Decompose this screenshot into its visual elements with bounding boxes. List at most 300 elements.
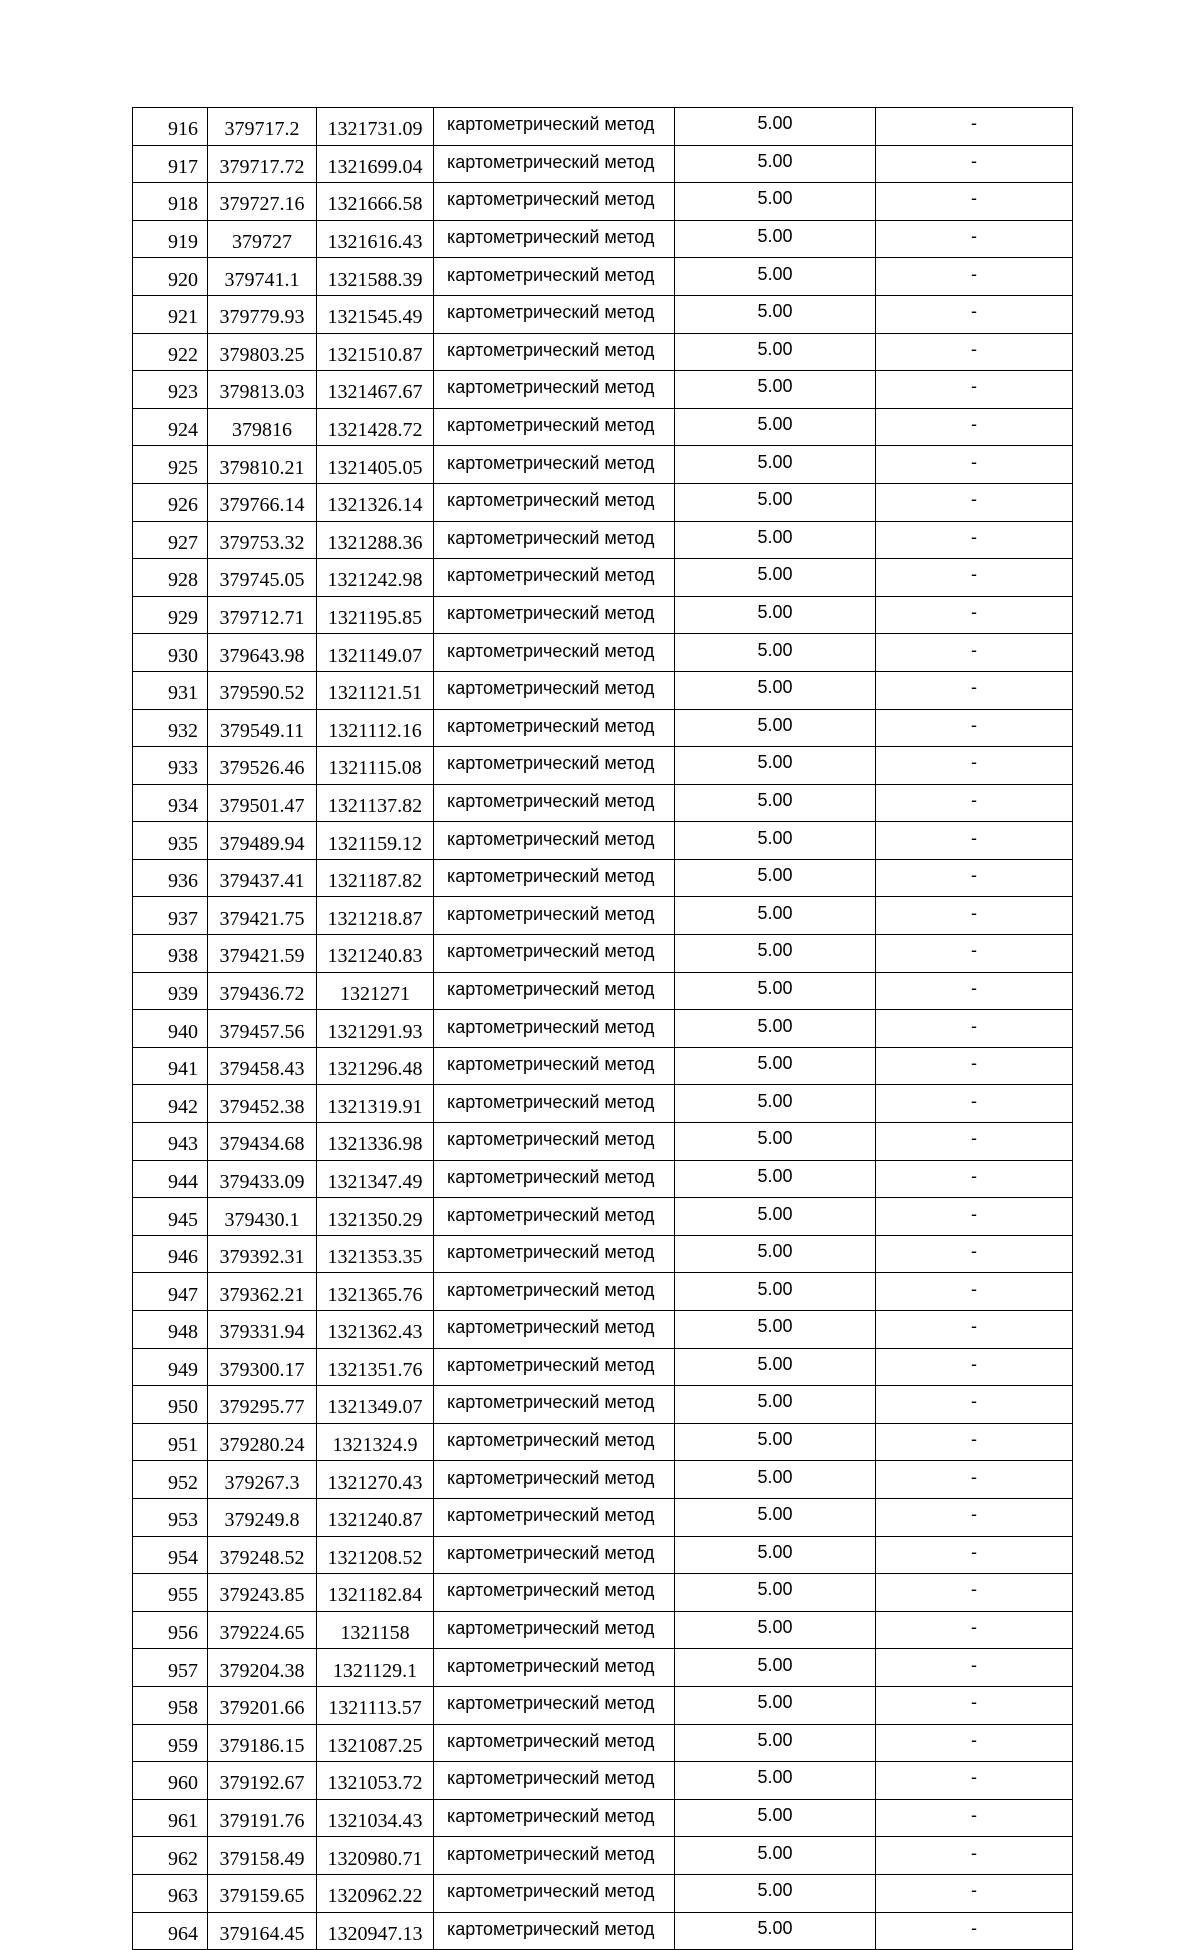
accuracy-cell: 5.00 — [675, 1799, 876, 1837]
point-number-cell: 963 — [133, 1874, 208, 1912]
note-cell: - — [876, 295, 1073, 333]
note-cell: - — [876, 747, 1073, 785]
method-cell: картометрический метод — [434, 1837, 675, 1875]
y-coordinate-cell: 1321182.84 — [317, 1574, 434, 1612]
method-cell: картометрический метод — [434, 371, 675, 409]
accuracy-cell: 5.00 — [675, 1461, 876, 1499]
x-coordinate-cell: 379643.98 — [208, 634, 317, 672]
x-coordinate-cell: 379745.05 — [208, 559, 317, 597]
x-coordinate-cell: 379779.93 — [208, 295, 317, 333]
x-coordinate-cell: 379590.52 — [208, 671, 317, 709]
accuracy-cell: 5.00 — [675, 822, 876, 860]
accuracy-cell: 5.00 — [675, 1386, 876, 1424]
table-row — [133, 1047, 1073, 1085]
accuracy-cell: 5.00 — [675, 1611, 876, 1649]
accuracy-cell: 5.00 — [675, 521, 876, 559]
method-cell: картометрический метод — [434, 1348, 675, 1386]
y-coordinate-cell: 1321350.29 — [317, 1198, 434, 1236]
note-cell: - — [876, 1235, 1073, 1273]
y-coordinate-cell: 1321034.43 — [317, 1799, 434, 1837]
y-coordinate-cell: 1321347.49 — [317, 1160, 434, 1198]
point-number-cell: 927 — [133, 521, 208, 559]
point-number-cell: 923 — [133, 371, 208, 409]
method-cell: картометрический метод — [434, 784, 675, 822]
method-cell: картометрический метод — [434, 408, 675, 446]
note-cell: - — [876, 145, 1073, 183]
table-row — [133, 1085, 1073, 1123]
table-row — [133, 521, 1073, 559]
table-row — [133, 935, 1073, 973]
table-row — [133, 897, 1073, 935]
point-number-cell: 946 — [133, 1235, 208, 1273]
point-number-cell: 932 — [133, 709, 208, 747]
table-row — [133, 709, 1073, 747]
point-number-cell: 948 — [133, 1311, 208, 1349]
x-coordinate-cell: 379712.71 — [208, 596, 317, 634]
accuracy-cell: 5.00 — [675, 408, 876, 446]
table-row — [133, 258, 1073, 296]
accuracy-cell: 5.00 — [675, 145, 876, 183]
accuracy-cell: 5.00 — [675, 1837, 876, 1875]
point-number-cell: 924 — [133, 408, 208, 446]
method-cell: картометрический метод — [434, 1423, 675, 1461]
accuracy-cell: 5.00 — [675, 183, 876, 221]
accuracy-cell: 5.00 — [675, 1235, 876, 1273]
x-coordinate-cell: 379421.75 — [208, 897, 317, 935]
x-coordinate-cell: 379248.52 — [208, 1536, 317, 1574]
point-number-cell: 955 — [133, 1574, 208, 1612]
point-number-cell: 934 — [133, 784, 208, 822]
point-number-cell: 953 — [133, 1498, 208, 1536]
accuracy-cell: 5.00 — [675, 897, 876, 935]
table-row — [133, 1649, 1073, 1687]
note-cell: - — [876, 1611, 1073, 1649]
x-coordinate-cell: 379766.14 — [208, 483, 317, 521]
accuracy-cell: 5.00 — [675, 1724, 876, 1762]
x-coordinate-cell: 379243.85 — [208, 1574, 317, 1612]
y-coordinate-cell: 1321158 — [317, 1611, 434, 1649]
method-cell: картометрический метод — [434, 1123, 675, 1161]
y-coordinate-cell: 1321129.1 — [317, 1649, 434, 1687]
note-cell: - — [876, 220, 1073, 258]
x-coordinate-cell: 379280.24 — [208, 1423, 317, 1461]
method-cell: картометрический метод — [434, 1085, 675, 1123]
table-row — [133, 1235, 1073, 1273]
table-row — [133, 1724, 1073, 1762]
note-cell: - — [876, 483, 1073, 521]
x-coordinate-cell: 379433.09 — [208, 1160, 317, 1198]
table-row — [133, 671, 1073, 709]
note-cell: - — [876, 1348, 1073, 1386]
method-cell: картометрический метод — [434, 559, 675, 597]
point-number-cell: 941 — [133, 1047, 208, 1085]
x-coordinate-cell: 379816 — [208, 408, 317, 446]
method-cell: картометрический метод — [434, 333, 675, 371]
y-coordinate-cell: 1321121.51 — [317, 671, 434, 709]
table-row — [133, 1574, 1073, 1612]
method-cell: картометрический метод — [434, 1235, 675, 1273]
x-coordinate-cell: 379457.56 — [208, 1010, 317, 1048]
point-number-cell: 960 — [133, 1762, 208, 1800]
x-coordinate-cell: 379421.59 — [208, 935, 317, 973]
table-row — [133, 108, 1073, 146]
y-coordinate-cell: 1321087.25 — [317, 1724, 434, 1762]
point-number-cell: 956 — [133, 1611, 208, 1649]
note-cell: - — [876, 1386, 1073, 1424]
table-row — [133, 371, 1073, 409]
accuracy-cell: 5.00 — [675, 671, 876, 709]
table-row — [133, 559, 1073, 597]
y-coordinate-cell: 1321195.85 — [317, 596, 434, 634]
point-number-cell: 918 — [133, 183, 208, 221]
note-cell: - — [876, 1085, 1073, 1123]
y-coordinate-cell: 1321510.87 — [317, 333, 434, 371]
accuracy-cell: 5.00 — [675, 258, 876, 296]
note-cell: - — [876, 1047, 1073, 1085]
note-cell: - — [876, 709, 1073, 747]
accuracy-cell: 5.00 — [675, 1273, 876, 1311]
point-number-cell: 922 — [133, 333, 208, 371]
y-coordinate-cell: 1321545.49 — [317, 295, 434, 333]
y-coordinate-cell: 1321240.83 — [317, 935, 434, 973]
note-cell: - — [876, 671, 1073, 709]
note-cell: - — [876, 1160, 1073, 1198]
y-coordinate-cell: 1321405.05 — [317, 446, 434, 484]
table-row — [133, 220, 1073, 258]
point-number-cell: 959 — [133, 1724, 208, 1762]
x-coordinate-cell: 379362.21 — [208, 1273, 317, 1311]
y-coordinate-cell: 1321731.09 — [317, 108, 434, 146]
note-cell: - — [876, 1010, 1073, 1048]
accuracy-cell: 5.00 — [675, 333, 876, 371]
table-row — [133, 1837, 1073, 1875]
table-row — [133, 1536, 1073, 1574]
method-cell: картометрический метод — [434, 747, 675, 785]
y-coordinate-cell: 1321296.48 — [317, 1047, 434, 1085]
method-cell: картометрический метод — [434, 1273, 675, 1311]
method-cell: картометрический метод — [434, 671, 675, 709]
y-coordinate-cell: 1321326.14 — [317, 483, 434, 521]
point-number-cell: 947 — [133, 1273, 208, 1311]
x-coordinate-cell: 379158.49 — [208, 1837, 317, 1875]
note-cell: - — [876, 935, 1073, 973]
y-coordinate-cell: 1321428.72 — [317, 408, 434, 446]
x-coordinate-cell: 379436.72 — [208, 972, 317, 1010]
table-row — [133, 972, 1073, 1010]
point-number-cell: 935 — [133, 822, 208, 860]
note-cell: - — [876, 1198, 1073, 1236]
table-row — [133, 1423, 1073, 1461]
table-row — [133, 183, 1073, 221]
x-coordinate-cell: 379813.03 — [208, 371, 317, 409]
method-cell: картометрический метод — [434, 1649, 675, 1687]
note-cell: - — [876, 784, 1073, 822]
point-number-cell: 943 — [133, 1123, 208, 1161]
method-cell: картометрический метод — [434, 1498, 675, 1536]
point-number-cell: 916 — [133, 108, 208, 146]
x-coordinate-cell: 379717.2 — [208, 108, 317, 146]
accuracy-cell: 5.00 — [675, 1160, 876, 1198]
accuracy-cell: 5.00 — [675, 1047, 876, 1085]
y-coordinate-cell: 1321271 — [317, 972, 434, 1010]
x-coordinate-cell: 379717.72 — [208, 145, 317, 183]
accuracy-cell: 5.00 — [675, 446, 876, 484]
x-coordinate-cell: 379164.45 — [208, 1912, 317, 1950]
table-row — [133, 1160, 1073, 1198]
note-cell: - — [876, 333, 1073, 371]
x-coordinate-cell: 379549.11 — [208, 709, 317, 747]
y-coordinate-cell: 1321365.76 — [317, 1273, 434, 1311]
note-cell: - — [876, 1912, 1073, 1950]
table-row — [133, 784, 1073, 822]
note-cell: - — [876, 1724, 1073, 1762]
table-row — [133, 483, 1073, 521]
method-cell: картометрический метод — [434, 1047, 675, 1085]
method-cell: картометрический метод — [434, 483, 675, 521]
y-coordinate-cell: 1321362.43 — [317, 1311, 434, 1349]
accuracy-cell: 5.00 — [675, 1762, 876, 1800]
method-cell: картометрический метод — [434, 972, 675, 1010]
accuracy-cell: 5.00 — [675, 559, 876, 597]
note-cell: - — [876, 822, 1073, 860]
point-number-cell: 952 — [133, 1461, 208, 1499]
y-coordinate-cell: 1321699.04 — [317, 145, 434, 183]
y-coordinate-cell: 1321112.16 — [317, 709, 434, 747]
method-cell: картометрический метод — [434, 295, 675, 333]
point-number-cell: 919 — [133, 220, 208, 258]
table-row — [133, 1762, 1073, 1800]
y-coordinate-cell: 1321053.72 — [317, 1762, 434, 1800]
y-coordinate-cell: 1321349.07 — [317, 1386, 434, 1424]
accuracy-cell: 5.00 — [675, 1498, 876, 1536]
x-coordinate-cell: 379501.47 — [208, 784, 317, 822]
x-coordinate-cell: 379191.76 — [208, 1799, 317, 1837]
y-coordinate-cell: 1321113.57 — [317, 1686, 434, 1724]
accuracy-cell: 5.00 — [675, 1574, 876, 1612]
y-coordinate-cell: 1320962.22 — [317, 1874, 434, 1912]
x-coordinate-cell: 379803.25 — [208, 333, 317, 371]
note-cell: - — [876, 108, 1073, 146]
accuracy-cell: 5.00 — [675, 483, 876, 521]
accuracy-cell: 5.00 — [675, 709, 876, 747]
point-number-cell: 929 — [133, 596, 208, 634]
point-number-cell: 942 — [133, 1085, 208, 1123]
method-cell: картометрический метод — [434, 897, 675, 935]
accuracy-cell: 5.00 — [675, 935, 876, 973]
table-row — [133, 1686, 1073, 1724]
y-coordinate-cell: 1321291.93 — [317, 1010, 434, 1048]
point-number-cell: 931 — [133, 671, 208, 709]
method-cell: картометрический метод — [434, 822, 675, 860]
x-coordinate-cell: 379452.38 — [208, 1085, 317, 1123]
point-number-cell: 958 — [133, 1686, 208, 1724]
method-cell: картометрический метод — [434, 1799, 675, 1837]
y-coordinate-cell: 1320980.71 — [317, 1837, 434, 1875]
y-coordinate-cell: 1321616.43 — [317, 220, 434, 258]
method-cell: картометрический метод — [434, 521, 675, 559]
table-row — [133, 1386, 1073, 1424]
note-cell: - — [876, 1762, 1073, 1800]
method-cell: картометрический метод — [434, 1912, 675, 1950]
point-number-cell: 951 — [133, 1423, 208, 1461]
table-row — [133, 1198, 1073, 1236]
y-coordinate-cell: 1321240.87 — [317, 1498, 434, 1536]
method-cell: картометрический метод — [434, 1536, 675, 1574]
point-number-cell: 933 — [133, 747, 208, 785]
note-cell: - — [876, 1536, 1073, 1574]
x-coordinate-cell: 379267.3 — [208, 1461, 317, 1499]
accuracy-cell: 5.00 — [675, 784, 876, 822]
x-coordinate-cell: 379727 — [208, 220, 317, 258]
accuracy-cell: 5.00 — [675, 108, 876, 146]
point-number-cell: 936 — [133, 859, 208, 897]
x-coordinate-cell: 379300.17 — [208, 1348, 317, 1386]
x-coordinate-cell: 379810.21 — [208, 446, 317, 484]
point-number-cell: 949 — [133, 1348, 208, 1386]
table-row — [133, 145, 1073, 183]
y-coordinate-cell: 1321187.82 — [317, 859, 434, 897]
point-number-cell: 957 — [133, 1649, 208, 1687]
x-coordinate-cell: 379201.66 — [208, 1686, 317, 1724]
table-row — [133, 747, 1073, 785]
accuracy-cell: 5.00 — [675, 859, 876, 897]
method-cell: картометрический метод — [434, 1874, 675, 1912]
table-row — [133, 1273, 1073, 1311]
accuracy-cell: 5.00 — [675, 295, 876, 333]
accuracy-cell: 5.00 — [675, 1912, 876, 1950]
note-cell: - — [876, 1649, 1073, 1687]
table-row — [133, 1912, 1073, 1950]
y-coordinate-cell: 1321467.67 — [317, 371, 434, 409]
accuracy-cell: 5.00 — [675, 220, 876, 258]
note-cell: - — [876, 1273, 1073, 1311]
table-row — [133, 1874, 1073, 1912]
accuracy-cell: 5.00 — [675, 972, 876, 1010]
note-cell: - — [876, 1461, 1073, 1499]
method-cell: картометрический метод — [434, 596, 675, 634]
y-coordinate-cell: 1321288.36 — [317, 521, 434, 559]
y-coordinate-cell: 1321218.87 — [317, 897, 434, 935]
x-coordinate-cell: 379392.31 — [208, 1235, 317, 1273]
table-row — [133, 1611, 1073, 1649]
note-cell: - — [876, 634, 1073, 672]
note-cell: - — [876, 1123, 1073, 1161]
accuracy-cell: 5.00 — [675, 1423, 876, 1461]
method-cell: картометрический метод — [434, 1611, 675, 1649]
x-coordinate-cell: 379159.65 — [208, 1874, 317, 1912]
table-row — [133, 1010, 1073, 1048]
method-cell: картометрический метод — [434, 1762, 675, 1800]
note-cell: - — [876, 1799, 1073, 1837]
table-row — [133, 1123, 1073, 1161]
note-cell: - — [876, 1837, 1073, 1875]
note-cell: - — [876, 1498, 1073, 1536]
y-coordinate-cell: 1321351.76 — [317, 1348, 434, 1386]
table-row — [133, 1311, 1073, 1349]
y-coordinate-cell: 1321336.98 — [317, 1123, 434, 1161]
method-cell: картометрический метод — [434, 1160, 675, 1198]
x-coordinate-cell: 379331.94 — [208, 1311, 317, 1349]
table-row — [133, 1348, 1073, 1386]
y-coordinate-cell: 1321137.82 — [317, 784, 434, 822]
point-number-cell: 945 — [133, 1198, 208, 1236]
accuracy-cell: 5.00 — [675, 1536, 876, 1574]
point-number-cell: 928 — [133, 559, 208, 597]
x-coordinate-cell: 379249.8 — [208, 1498, 317, 1536]
note-cell: - — [876, 1874, 1073, 1912]
x-coordinate-cell: 379204.38 — [208, 1649, 317, 1687]
accuracy-cell: 5.00 — [675, 596, 876, 634]
x-coordinate-cell: 379437.41 — [208, 859, 317, 897]
table-row — [133, 295, 1073, 333]
method-cell: картометрический метод — [434, 709, 675, 747]
point-number-cell: 926 — [133, 483, 208, 521]
note-cell: - — [876, 859, 1073, 897]
y-coordinate-cell: 1321149.07 — [317, 634, 434, 672]
method-cell: картометрический метод — [434, 1198, 675, 1236]
y-coordinate-cell: 1321115.08 — [317, 747, 434, 785]
method-cell: картометрический метод — [434, 1010, 675, 1048]
point-number-cell: 954 — [133, 1536, 208, 1574]
y-coordinate-cell: 1321588.39 — [317, 258, 434, 296]
note-cell: - — [876, 1423, 1073, 1461]
point-number-cell: 962 — [133, 1837, 208, 1875]
table-row — [133, 408, 1073, 446]
y-coordinate-cell: 1321319.91 — [317, 1085, 434, 1123]
note-cell: - — [876, 1311, 1073, 1349]
point-number-cell: 944 — [133, 1160, 208, 1198]
note-cell: - — [876, 183, 1073, 221]
y-coordinate-cell: 1320947.13 — [317, 1912, 434, 1950]
method-cell: картометрический метод — [434, 935, 675, 973]
method-cell: картометрический метод — [434, 145, 675, 183]
accuracy-cell: 5.00 — [675, 1649, 876, 1687]
method-cell: картометрический метод — [434, 859, 675, 897]
accuracy-cell: 5.00 — [675, 1010, 876, 1048]
point-number-cell: 930 — [133, 634, 208, 672]
accuracy-cell: 5.00 — [675, 747, 876, 785]
accuracy-cell: 5.00 — [675, 1311, 876, 1349]
y-coordinate-cell: 1321208.52 — [317, 1536, 434, 1574]
table-body — [133, 108, 1073, 1950]
method-cell: картометрический метод — [434, 1386, 675, 1424]
note-cell: - — [876, 596, 1073, 634]
note-cell: - — [876, 1574, 1073, 1612]
y-coordinate-cell: 1321159.12 — [317, 822, 434, 860]
y-coordinate-cell: 1321353.35 — [317, 1235, 434, 1273]
accuracy-cell: 5.00 — [675, 371, 876, 409]
point-number-cell: 938 — [133, 935, 208, 973]
accuracy-cell: 5.00 — [675, 1348, 876, 1386]
y-coordinate-cell: 1321324.9 — [317, 1423, 434, 1461]
x-coordinate-cell: 379741.1 — [208, 258, 317, 296]
table-row — [133, 333, 1073, 371]
note-cell: - — [876, 897, 1073, 935]
accuracy-cell: 5.00 — [675, 1198, 876, 1236]
note-cell: - — [876, 371, 1073, 409]
x-coordinate-cell: 379224.65 — [208, 1611, 317, 1649]
x-coordinate-cell: 379727.16 — [208, 183, 317, 221]
method-cell: картометрический метод — [434, 220, 675, 258]
table-row — [133, 822, 1073, 860]
accuracy-cell: 5.00 — [675, 1874, 876, 1912]
note-cell: - — [876, 408, 1073, 446]
x-coordinate-cell: 379186.15 — [208, 1724, 317, 1762]
note-cell: - — [876, 258, 1073, 296]
table-row — [133, 446, 1073, 484]
table-row — [133, 634, 1073, 672]
x-coordinate-cell: 379295.77 — [208, 1386, 317, 1424]
